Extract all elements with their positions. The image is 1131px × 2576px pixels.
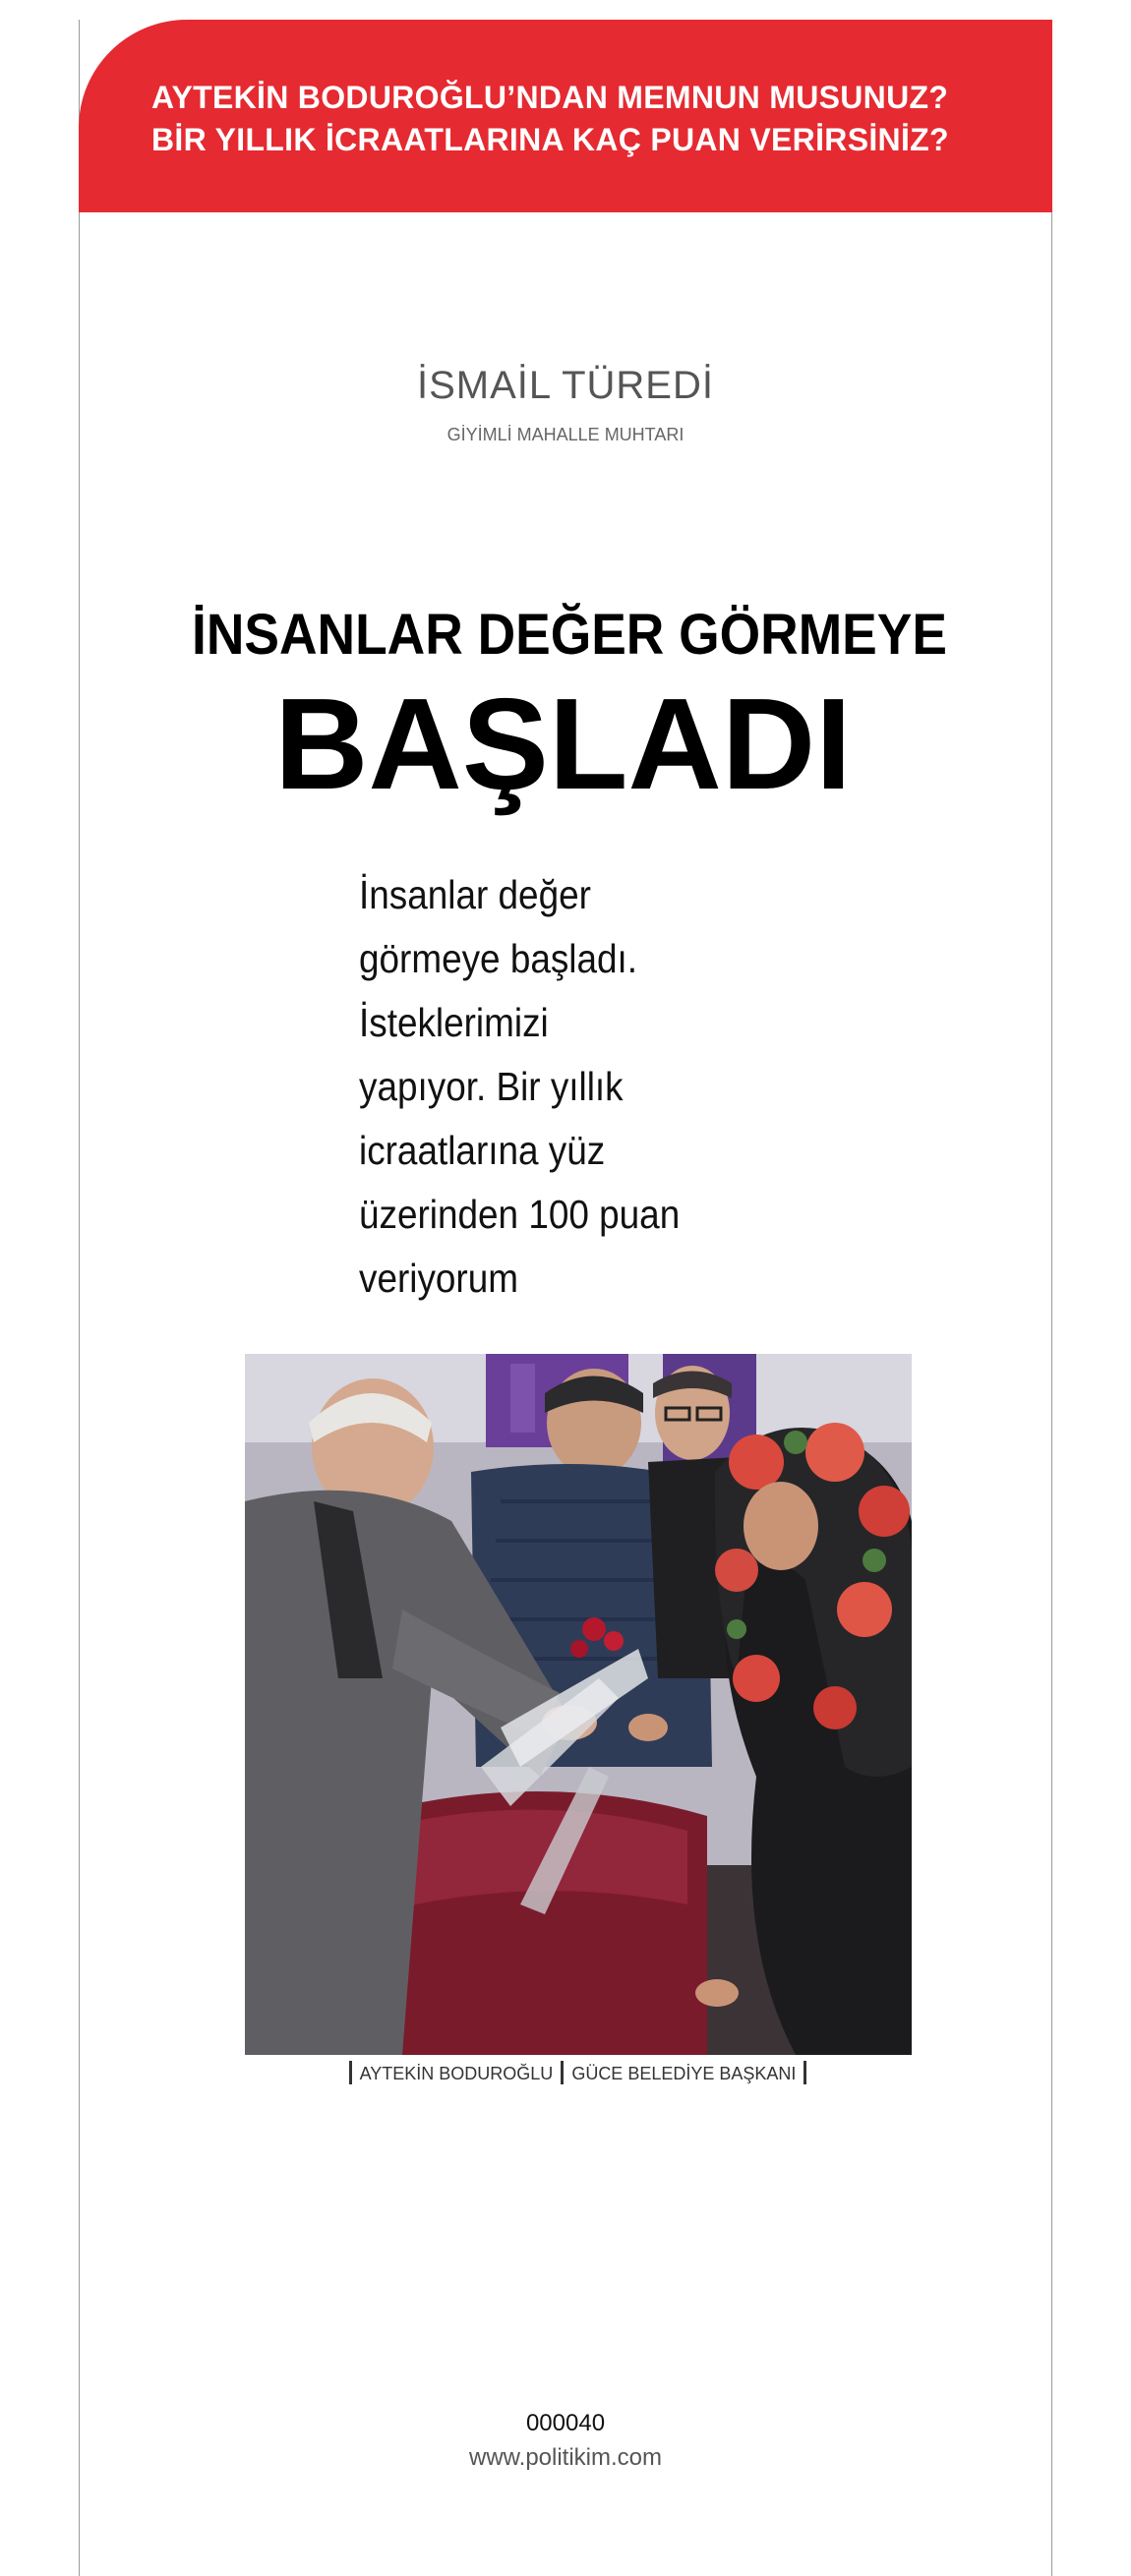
quote-text [359, 863, 731, 1311]
caption-role: GÜCE BELEDİYE BAŞKANI [571, 2064, 797, 2083]
quote-line: İnsanlar değer [359, 872, 591, 917]
quote-line: icraatlarına yüz [359, 1128, 606, 1173]
quote-line: yapıyor. Bir yıllık [359, 1064, 624, 1109]
photo-caption [0, 2061, 1131, 2084]
quote-line: görmeye başladı. [359, 936, 638, 981]
headline-top: İNSANLAR DEĞER GÖRMEYE [192, 603, 947, 667]
caption-name: AYTEKİN BODUROĞLU [359, 2064, 554, 2083]
caption-divider [804, 2061, 806, 2084]
event-photo [245, 1354, 912, 2055]
interviewee-title: GİYİMLİ MAHALLE MUHTARI [446, 425, 685, 444]
quote-line: veriyorum [359, 1256, 518, 1301]
header-banner [79, 20, 1052, 212]
website-link[interactable]: www.politikim.com [468, 2444, 663, 2471]
banner-question-1: AYTEKİN BODUROĞLU’NDAN MEMNUN MUSUNUZ? [151, 80, 949, 115]
interviewee-name: İSMAİL TÜREDİ [417, 364, 714, 407]
headline-main: BAŞLADI [274, 672, 852, 816]
caption-divider [561, 2061, 564, 2084]
page-number: 000040 [525, 2410, 606, 2436]
quote-line: İsteklerimizi [359, 1000, 549, 1045]
quote-line: üzerinden 100 puan [359, 1192, 681, 1237]
banner-question-2: BİR YILLIK İCRAATLARINA KAÇ PUAN VERİRSİNİZ? [151, 122, 949, 157]
caption-divider [349, 2061, 352, 2084]
